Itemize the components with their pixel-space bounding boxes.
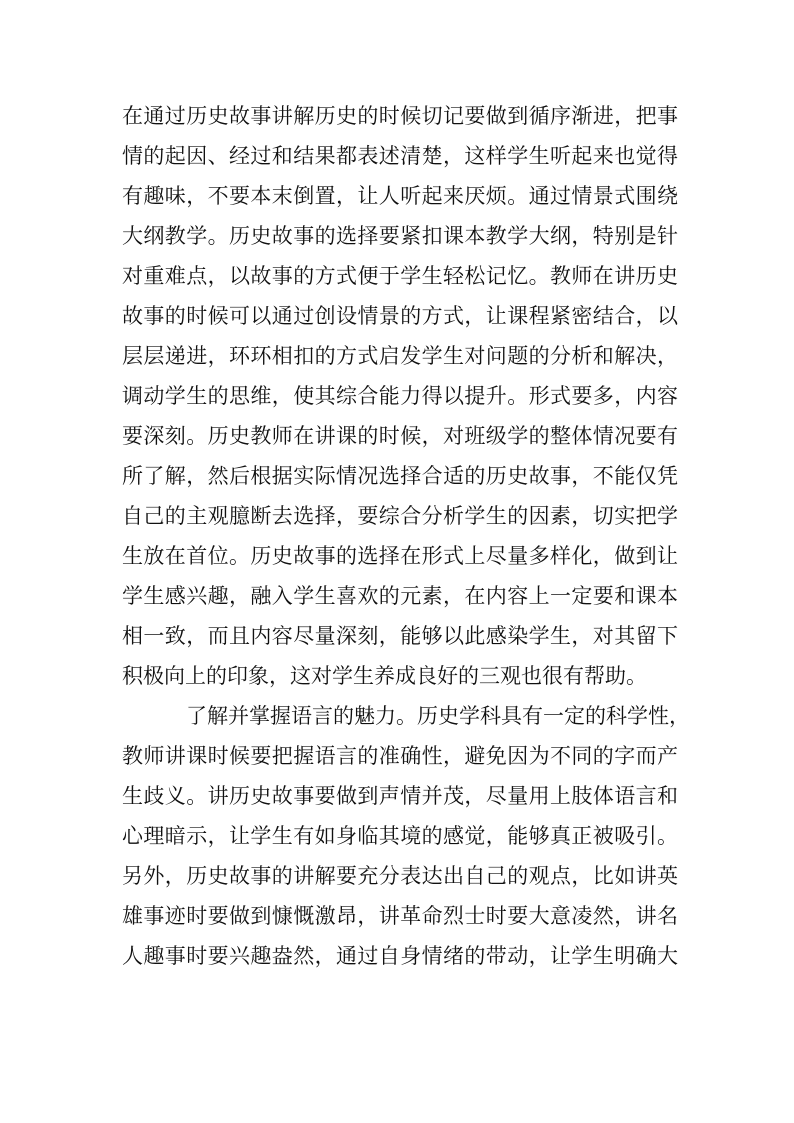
text-line: 有趣味，不要本末倒置，让人听起来厌烦。通过情景式围绕	[122, 184, 678, 208]
text-line: 调动学生的思维，使其综合能力得以提升。形式要多，内容	[122, 384, 678, 408]
text-line: 生歧义。讲历史故事要做到声情并茂，尽量用上肢体语言和	[122, 784, 678, 808]
text-line: 故事的时候可以通过创设情景的方式，让课程紧密结合，以	[122, 304, 678, 328]
body-text	[122, 96, 690, 976]
text-line: 情的起因、经过和结果都表述清楚，这样学生听起来也觉得	[122, 144, 678, 168]
text-line: 对重难点，以故事的方式便于学生轻松记忆。教师在讲历史	[122, 264, 678, 288]
paragraph-start-line: 了解并掌握语言的魅力。历史学科具有一定的科学性，	[186, 704, 690, 728]
text-line: 学生感兴趣，融入学生喜欢的元素，在内容上一定要和课本	[122, 584, 678, 608]
text-line: 另外，历史故事的讲解要充分表达出自己的观点，比如讲英	[122, 864, 678, 888]
text-line: 层层递进，环环相扣的方式启发学生对问题的分析和解决，	[122, 344, 678, 368]
text-line: 心理暗示，让学生有如身临其境的感觉，能够真正被吸引。	[122, 824, 678, 848]
text-line: 相一致，而且内容尽量深刻，能够以此感染学生，对其留下	[122, 624, 678, 648]
text-line: 所了解，然后根据实际情况选择合适的历史故事，不能仅凭	[122, 464, 678, 488]
text-line: 人趣事时要兴趣盎然，通过自身情绪的带动，让学生明确大	[122, 944, 678, 968]
text-line: 教师讲课时候要把握语言的准确性，避免因为不同的字而产	[122, 744, 678, 768]
text-line: 雄事迹时要做到慷慨激昂，讲革命烈士时要大意凌然，讲名	[122, 904, 678, 928]
text-line: 生放在首位。历史故事的选择在形式上尽量多样化，做到让	[122, 544, 678, 568]
text-line: 要深刻。历史教师在讲课的时候，对班级学的整体情况要有	[122, 424, 678, 448]
text-line: 大纲教学。历史故事的选择要紧扣课本教学大纲，特别是针	[122, 224, 678, 248]
text-line: 自己的主观臆断去选择，要综合分析学生的因素，切实把学	[122, 504, 678, 528]
paragraph-end-line: 积极向上的印象，这对学生养成良好的三观也很有帮助。	[122, 664, 647, 688]
text-line: 在通过历史故事讲解历史的时候切记要做到循序渐进，把事	[122, 104, 678, 128]
